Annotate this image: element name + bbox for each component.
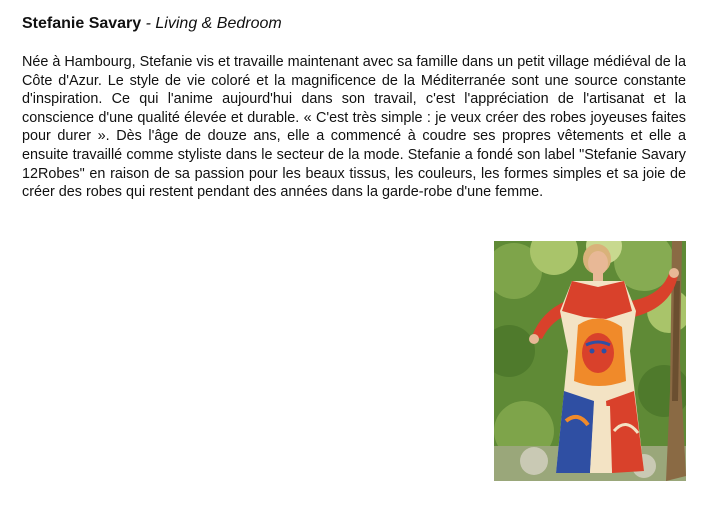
photo-illustration: [494, 241, 686, 481]
header-separator: -: [141, 15, 156, 32]
biography-paragraph: Née à Hambourg, Stefanie vis et travaille maintenant avec sa famille dans un petit village médiéval de la Côte d'Azur. Le style de vie coloré et la magnificence de la Méditerranée sont une source constante d'inspiration. Ce qui l'anime aujourd'hui dans son travail, c'est l'appréciation de l'artisanat et la conscience d'une qualité élevée et durable. « C'est très simple : je veux créer des robes joyeuses faites pour durer ». Dès l'âge de douze ans, elle a commencé à coudre ses propres vêtements et elle a ensuite travaillé comme styliste dans le secteur de la mode. Stefanie a fondé son label "Stefanie Savary 12Robes" en raison de sa passion pour les beaux tissus, les couleurs, les formes simples et sa joie de créer des robes qui restent pendant des années dans la garde-robe d'une femme.: [22, 54, 686, 201]
category-label: Living & Bedroom: [155, 15, 282, 32]
face: [588, 251, 608, 275]
page-header: [22, 14, 282, 34]
designer-name: Stefanie Savary: [22, 15, 142, 32]
designer-photo: [494, 241, 686, 481]
